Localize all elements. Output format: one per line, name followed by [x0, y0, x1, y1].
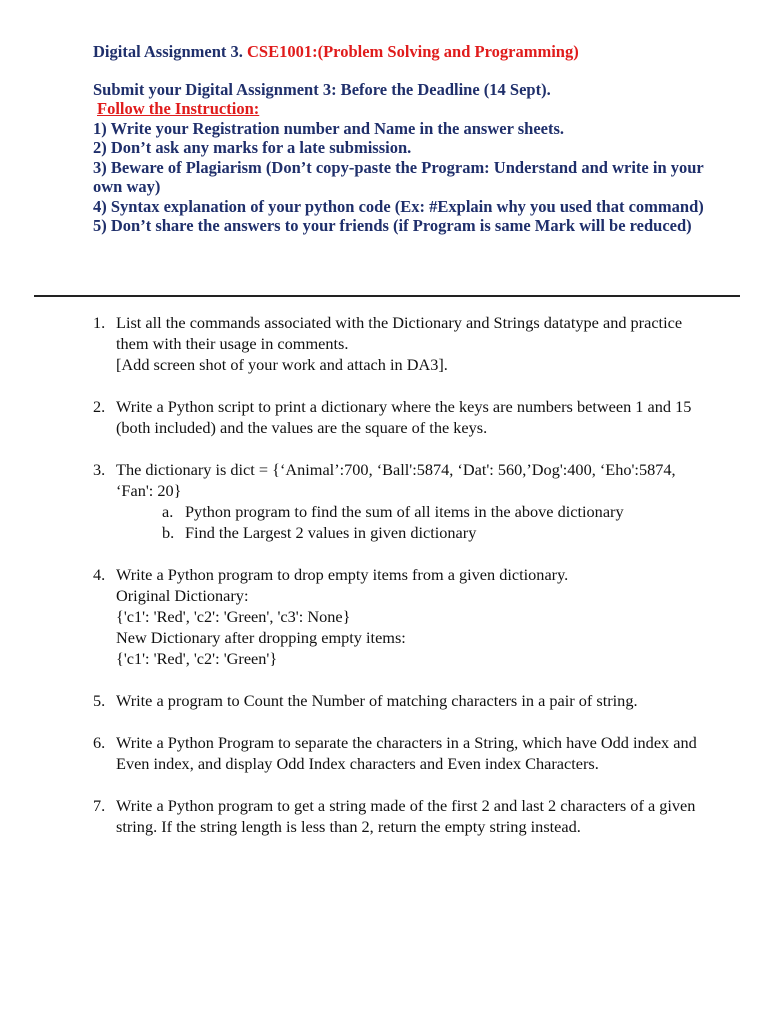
instruction-item: 1) Write your Registration number and Name in the answer sheets.: [93, 118, 565, 138]
sub-question-letter: b.: [162, 523, 175, 542]
code-example: {'c1': 'Red', 'c2': 'Green', 'c3': None}: [116, 607, 351, 626]
page-title: [93, 42, 733, 62]
question-item: [93, 732, 703, 774]
question-number: 1.: [93, 313, 106, 332]
instruction-item: 4) Syntax explanation of your python code (Ex: #Explain why you used that command): [93, 196, 704, 216]
instructions-block: [93, 80, 733, 236]
sub-question-letter: a.: [162, 502, 174, 521]
question-number: 2.: [93, 397, 106, 416]
sub-question-text: Python program to find the sum of all items in the above dictionary: [185, 502, 624, 521]
instruction-item: 3) Beware of Plagiarism (Don’t copy-paste the Program: Understand and write in your own way): [93, 157, 704, 196]
sub-question: [116, 501, 703, 522]
question-item: [93, 459, 703, 543]
code-example: {'c1': 'Red', 'c2': 'Green'}: [116, 649, 278, 668]
question-text: New Dictionary after dropping empty items:: [116, 628, 406, 647]
question-item: [93, 396, 703, 438]
question-text: Write a program to Count the Number of matching characters in a pair of string.: [116, 691, 638, 710]
question-text: Write a Python script to print a dictionary where the keys are numbers between 1 and 15 (both included) and the values are the square of the keys.: [116, 397, 692, 437]
question-text: Write a Python program to get a string made of the first 2 and last 2 characters of a given string. If the string length is less than 2, return the empty string instead.: [116, 796, 696, 836]
question-text: The dictionary is dict = {‘Animal’:700, ‘Ball':5874, ‘Dat': 560,’Dog':400, ‘Eho':5874, ‘Fan': 20}: [116, 460, 676, 500]
sub-question-text: Find the Largest 2 values in given dictionary: [185, 523, 477, 542]
question-item: [93, 690, 703, 711]
course-title: CSE1001:(Problem Solving and Programming): [247, 42, 579, 61]
question-text: Write a Python Program to separate the characters in a String, which have Odd index and Even index, and display Odd Index characters and Even index Characters.: [116, 733, 697, 773]
question-item: [93, 564, 703, 669]
assignment-header: [93, 42, 733, 236]
instruction-item: 2) Don’t ask any marks for a late submission.: [93, 138, 412, 157]
submit-deadline-line: Submit your Digital Assignment 3: Before the Deadline (14 Sept).: [93, 79, 551, 99]
question-number: 5.: [93, 691, 106, 710]
question-number: 4.: [93, 565, 106, 584]
question-item: [93, 795, 703, 837]
question-text: List all the commands associated with the Dictionary and Strings datatype and practice them with their usage in comments.: [116, 313, 683, 353]
question-text: Write a Python program to drop empty items from a given dictionary.: [116, 565, 569, 584]
horizontal-divider: [34, 295, 740, 297]
instruction-item: 5) Don’t share the answers to your friends (if Program is same Mark will be reduced): [93, 216, 692, 235]
instructions-heading: Follow the Instruction:: [97, 99, 260, 118]
title-prefix: Digital Assignment 3.: [93, 42, 243, 61]
question-number: 7.: [93, 796, 106, 815]
question-text: Original Dictionary:: [116, 586, 249, 605]
question-number: 6.: [93, 733, 106, 752]
question-item: [93, 312, 703, 375]
question-list: [93, 312, 703, 858]
question-text: [Add screen shot of your work and attach in DA3].: [116, 355, 448, 374]
sub-question: [116, 522, 703, 543]
question-number: 3.: [93, 460, 106, 479]
